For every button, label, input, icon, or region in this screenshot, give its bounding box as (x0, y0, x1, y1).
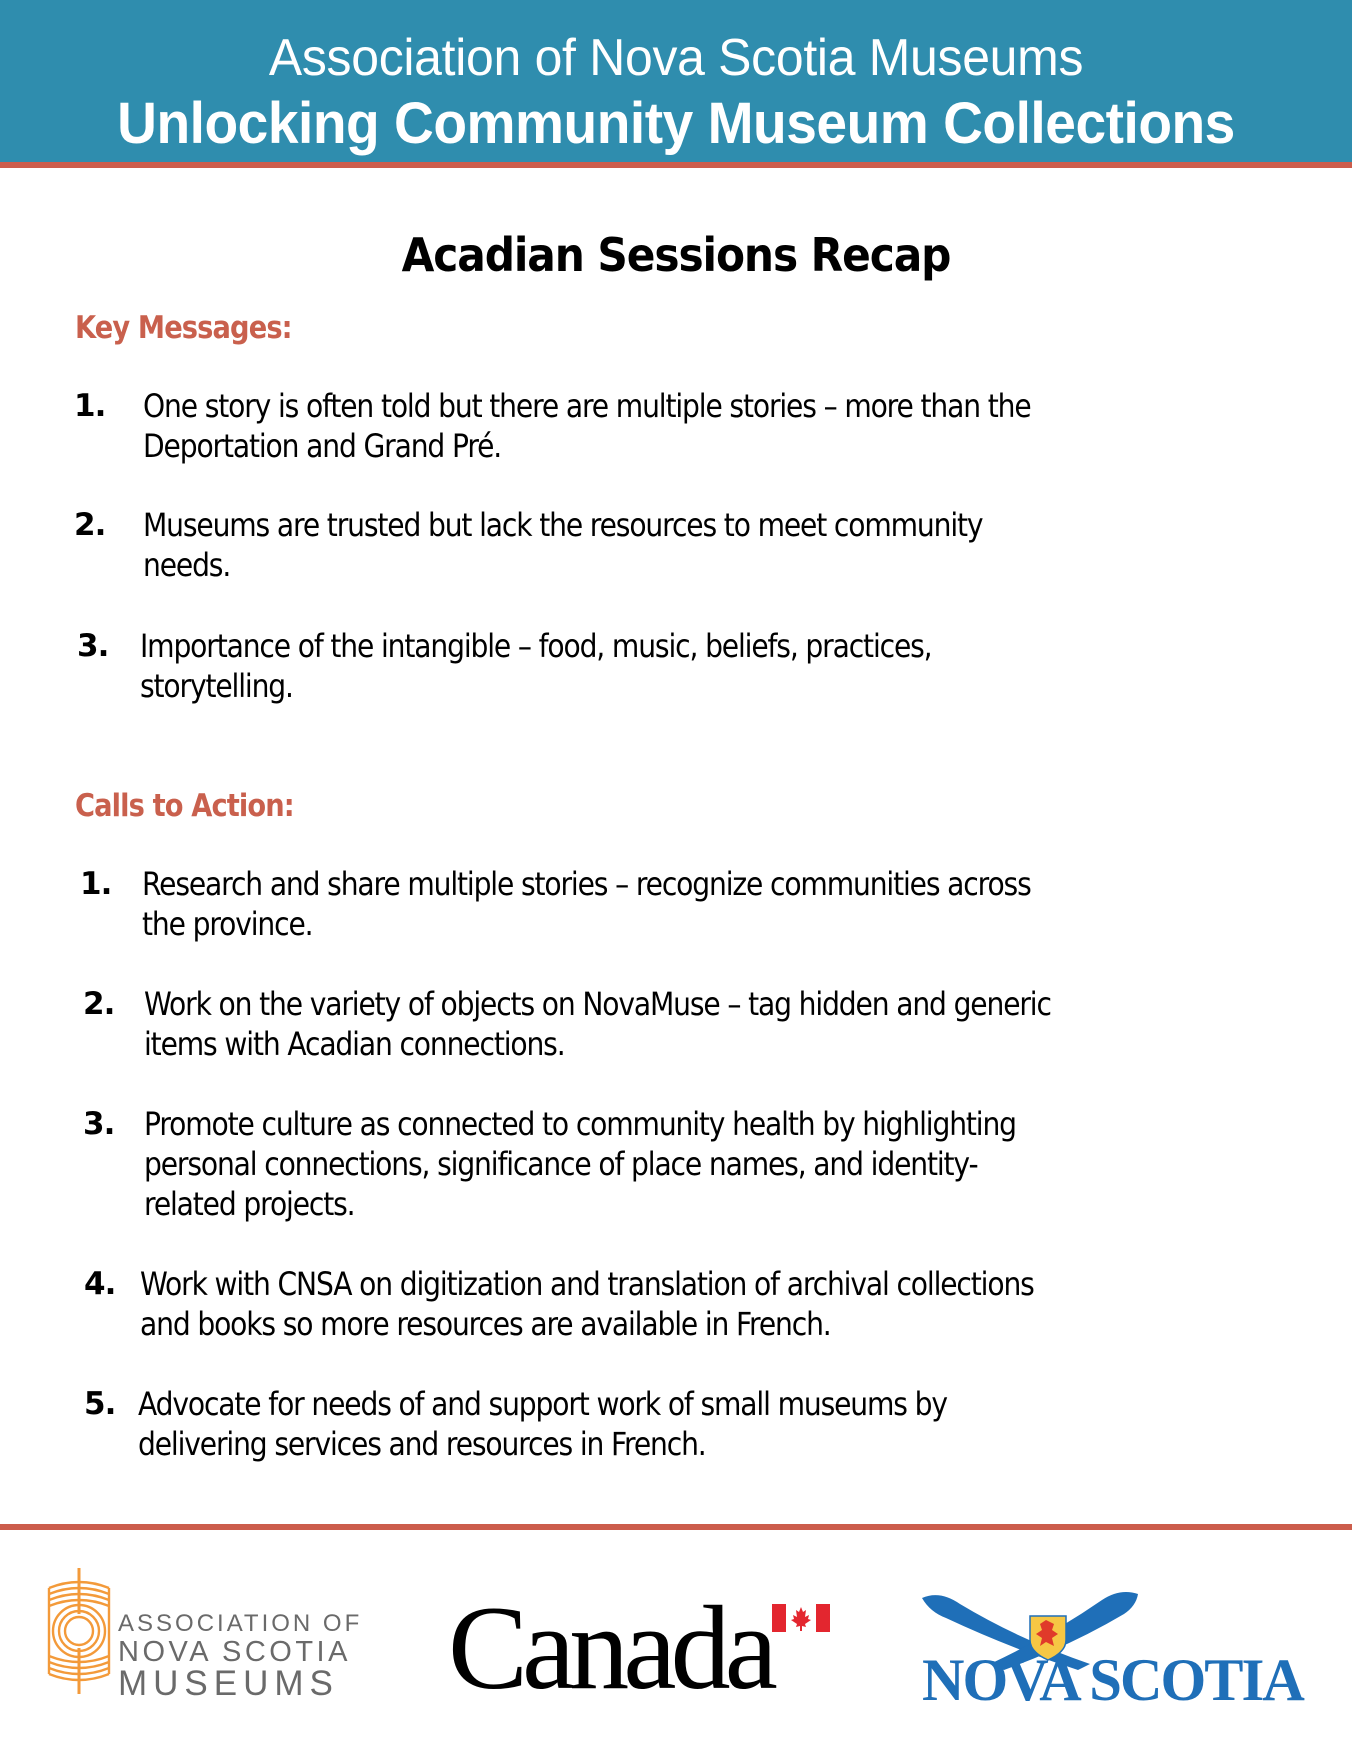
list-text: Museums are trusted but lack the resources to meet community needs. (143, 506, 983, 584)
list-number: 5. (84, 1386, 116, 1422)
list-number: 1. (80, 866, 112, 902)
list-number: 4. (84, 1266, 116, 1302)
list-number: 3. (77, 628, 109, 664)
list-text: One story is often told but there are multiple stories – more than the Deportation and Grand Pré. (143, 387, 1031, 465)
nova-scotia-logo (920, 1590, 1320, 1713)
ansm-logo (46, 1566, 366, 1703)
project-title: Unlocking Community Museum Collections (117, 91, 1235, 156)
header-divider (0, 162, 1352, 168)
list-number: 1. (74, 388, 106, 424)
document-title: Acadian Sessions Recap (401, 228, 951, 282)
organization-name: Association of Nova Scotia Museums (268, 29, 1084, 87)
list-number: 2. (74, 507, 106, 543)
list-text: Promote culture as connected to community health by highlighting personal connections, significance of place names, and identity- related projects. (144, 1105, 1016, 1223)
ansm-logo-line2: NOVA SCOTIA (118, 1636, 351, 1668)
ansm-logo-line3: MUSEUMS (118, 1664, 339, 1703)
list-text: Work with CNSA on digitization and translation of archival collections and books so more resources are available in French. (140, 1265, 1034, 1343)
header-banner (0, 0, 1352, 162)
list-text: Advocate for needs of and support work of small museums by delivering services and resources in French. (138, 1385, 947, 1463)
canada-wordmark-logo (448, 1581, 838, 1714)
nova-scotia-wordmark: NOVA SCOTIA (922, 1647, 1303, 1713)
list-number: 3. (83, 1106, 115, 1142)
list-text: Importance of the intangible – food, music, beliefs, practices, storytelling. (140, 627, 932, 705)
list-text: Research and share multiple stories – recognize communities across the province. (142, 865, 1031, 943)
footer-divider (0, 1524, 1352, 1530)
canada-wordmark: Canada (448, 1581, 772, 1714)
canadian-flag-icon (772, 1604, 830, 1632)
key-messages-heading: Key Messages: (75, 310, 292, 346)
list-number: 2. (83, 986, 115, 1022)
concentric-rings-logo-icon (46, 1566, 112, 1696)
calls-to-action-heading: Calls to Action: (75, 788, 294, 824)
list-text: Work on the variety of objects on NovaMuse – tag hidden and generic items with Acadian connections. (144, 985, 1051, 1063)
ansm-logo-line1: ASSOCIATION OF (118, 1610, 363, 1637)
